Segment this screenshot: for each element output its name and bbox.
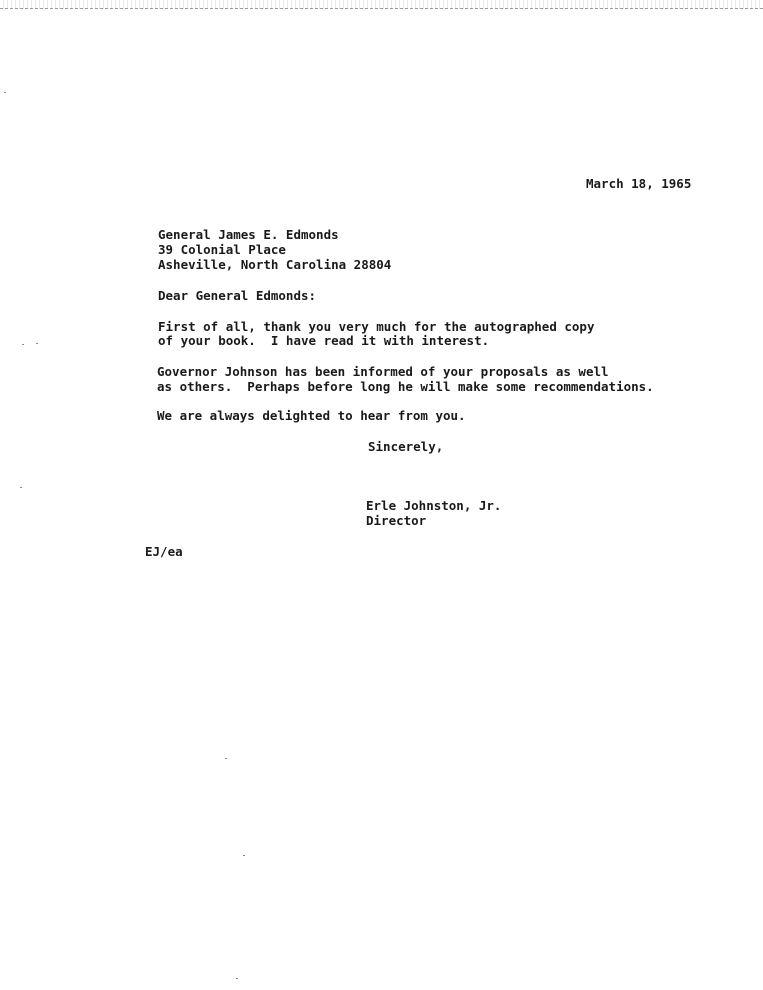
page-top-edge bbox=[0, 0, 763, 9]
scan-speck bbox=[22, 344, 24, 345]
paragraph-2-line-1: Governor Johnson has been informed of your proposals as well bbox=[157, 364, 609, 379]
paragraph-1-line-2: of your book. I have read it with interest. bbox=[158, 333, 490, 348]
recipient-city: Asheville, North Carolina 28804 bbox=[158, 257, 392, 272]
signer-name: Erle Johnston, Jr. bbox=[366, 498, 502, 513]
reference-initials: EJ/ea bbox=[145, 544, 183, 559]
scan-speck bbox=[36, 343, 38, 344]
closing: Sincerely, bbox=[368, 439, 444, 454]
paragraph-1-line-1: First of all, thank you very much for the autographed copy bbox=[158, 319, 595, 334]
scan-speck bbox=[20, 487, 22, 488]
recipient-name: General James E. Edmonds bbox=[158, 227, 339, 242]
scan-speck bbox=[225, 758, 227, 759]
scan-speck bbox=[243, 855, 245, 856]
salutation: Dear General Edmonds: bbox=[158, 288, 317, 303]
recipient-street: 39 Colonial Place bbox=[158, 242, 286, 257]
letter-date: March 18, 1965 bbox=[586, 176, 692, 191]
paragraph-3: We are always delighted to hear from you. bbox=[157, 408, 466, 423]
scan-speck bbox=[4, 92, 6, 93]
scan-speck bbox=[236, 978, 238, 979]
paragraph-2-line-2: as others. Perhaps before long he will make some recommendations. bbox=[157, 379, 654, 394]
signer-title: Director bbox=[366, 513, 427, 528]
